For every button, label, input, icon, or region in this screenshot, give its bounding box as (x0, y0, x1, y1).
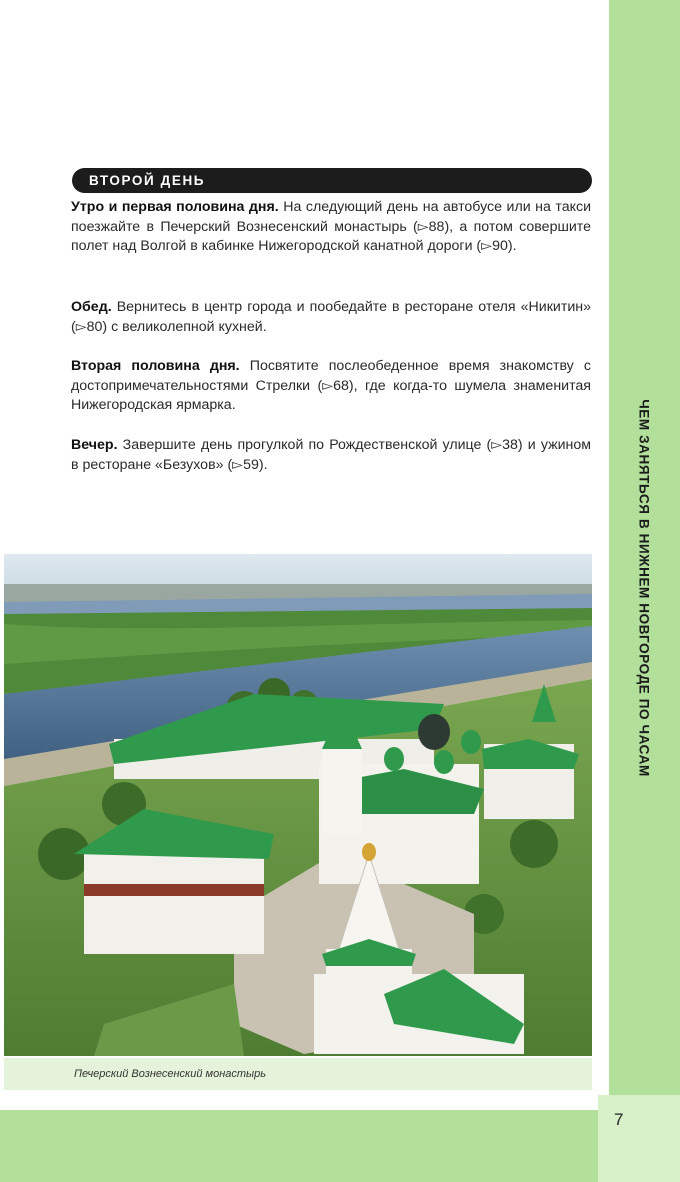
paragraph-heading: Вечер. (71, 437, 118, 453)
paragraph-heading: Утро и первая половина дня. (71, 199, 279, 215)
side-chapter-title: ЧЕМ ЗАНЯТЬСЯ В НИЖНЕМ НОВГОРОДЕ ПО ЧАСАМ (636, 399, 652, 777)
paragraph-lunch (71, 298, 591, 337)
monastery-photo (4, 554, 592, 1056)
section-header (72, 168, 592, 193)
paragraph-afternoon (71, 357, 591, 416)
photo-caption-bar (4, 1058, 592, 1090)
paragraph-heading: Обед. (71, 299, 112, 315)
paragraph-heading: Вторая половина дня. (71, 358, 240, 374)
page-number-box (598, 1095, 680, 1182)
paragraph-text: Вернитесь в центр города и пообедайте в ресторане отеля «Никитин» (▻80) с великолепной кухней. (71, 299, 591, 335)
bottom-band (0, 1110, 598, 1182)
page-number: 7 (614, 1110, 624, 1129)
paragraph-evening (71, 436, 591, 475)
section-title: ВТОРОЙ ДЕНЬ (89, 173, 206, 188)
photo-caption: Печерский Вознесенский монастырь (74, 1068, 267, 1080)
paragraph-morning (71, 198, 591, 257)
paragraph-text: Завершите день прогулкой по Рождественской улице (▻38) и ужином в ресторане «Безухов» (▻59). (71, 437, 591, 473)
paragraph-text: Посвятите послеобеденное время знакомству с достопримечательностями Стрелки (▻68), где когда-то шумела знаменитая Нижегородская ярмарка. (71, 358, 591, 414)
paragraph-text: На следующий день на автобусе или на такси поезжайте в Печерский Вознесенский монастырь (▻88), а потом совершите полет над Волгой в кабинке Нижегородской канатной дороги (▻90). (71, 199, 592, 255)
